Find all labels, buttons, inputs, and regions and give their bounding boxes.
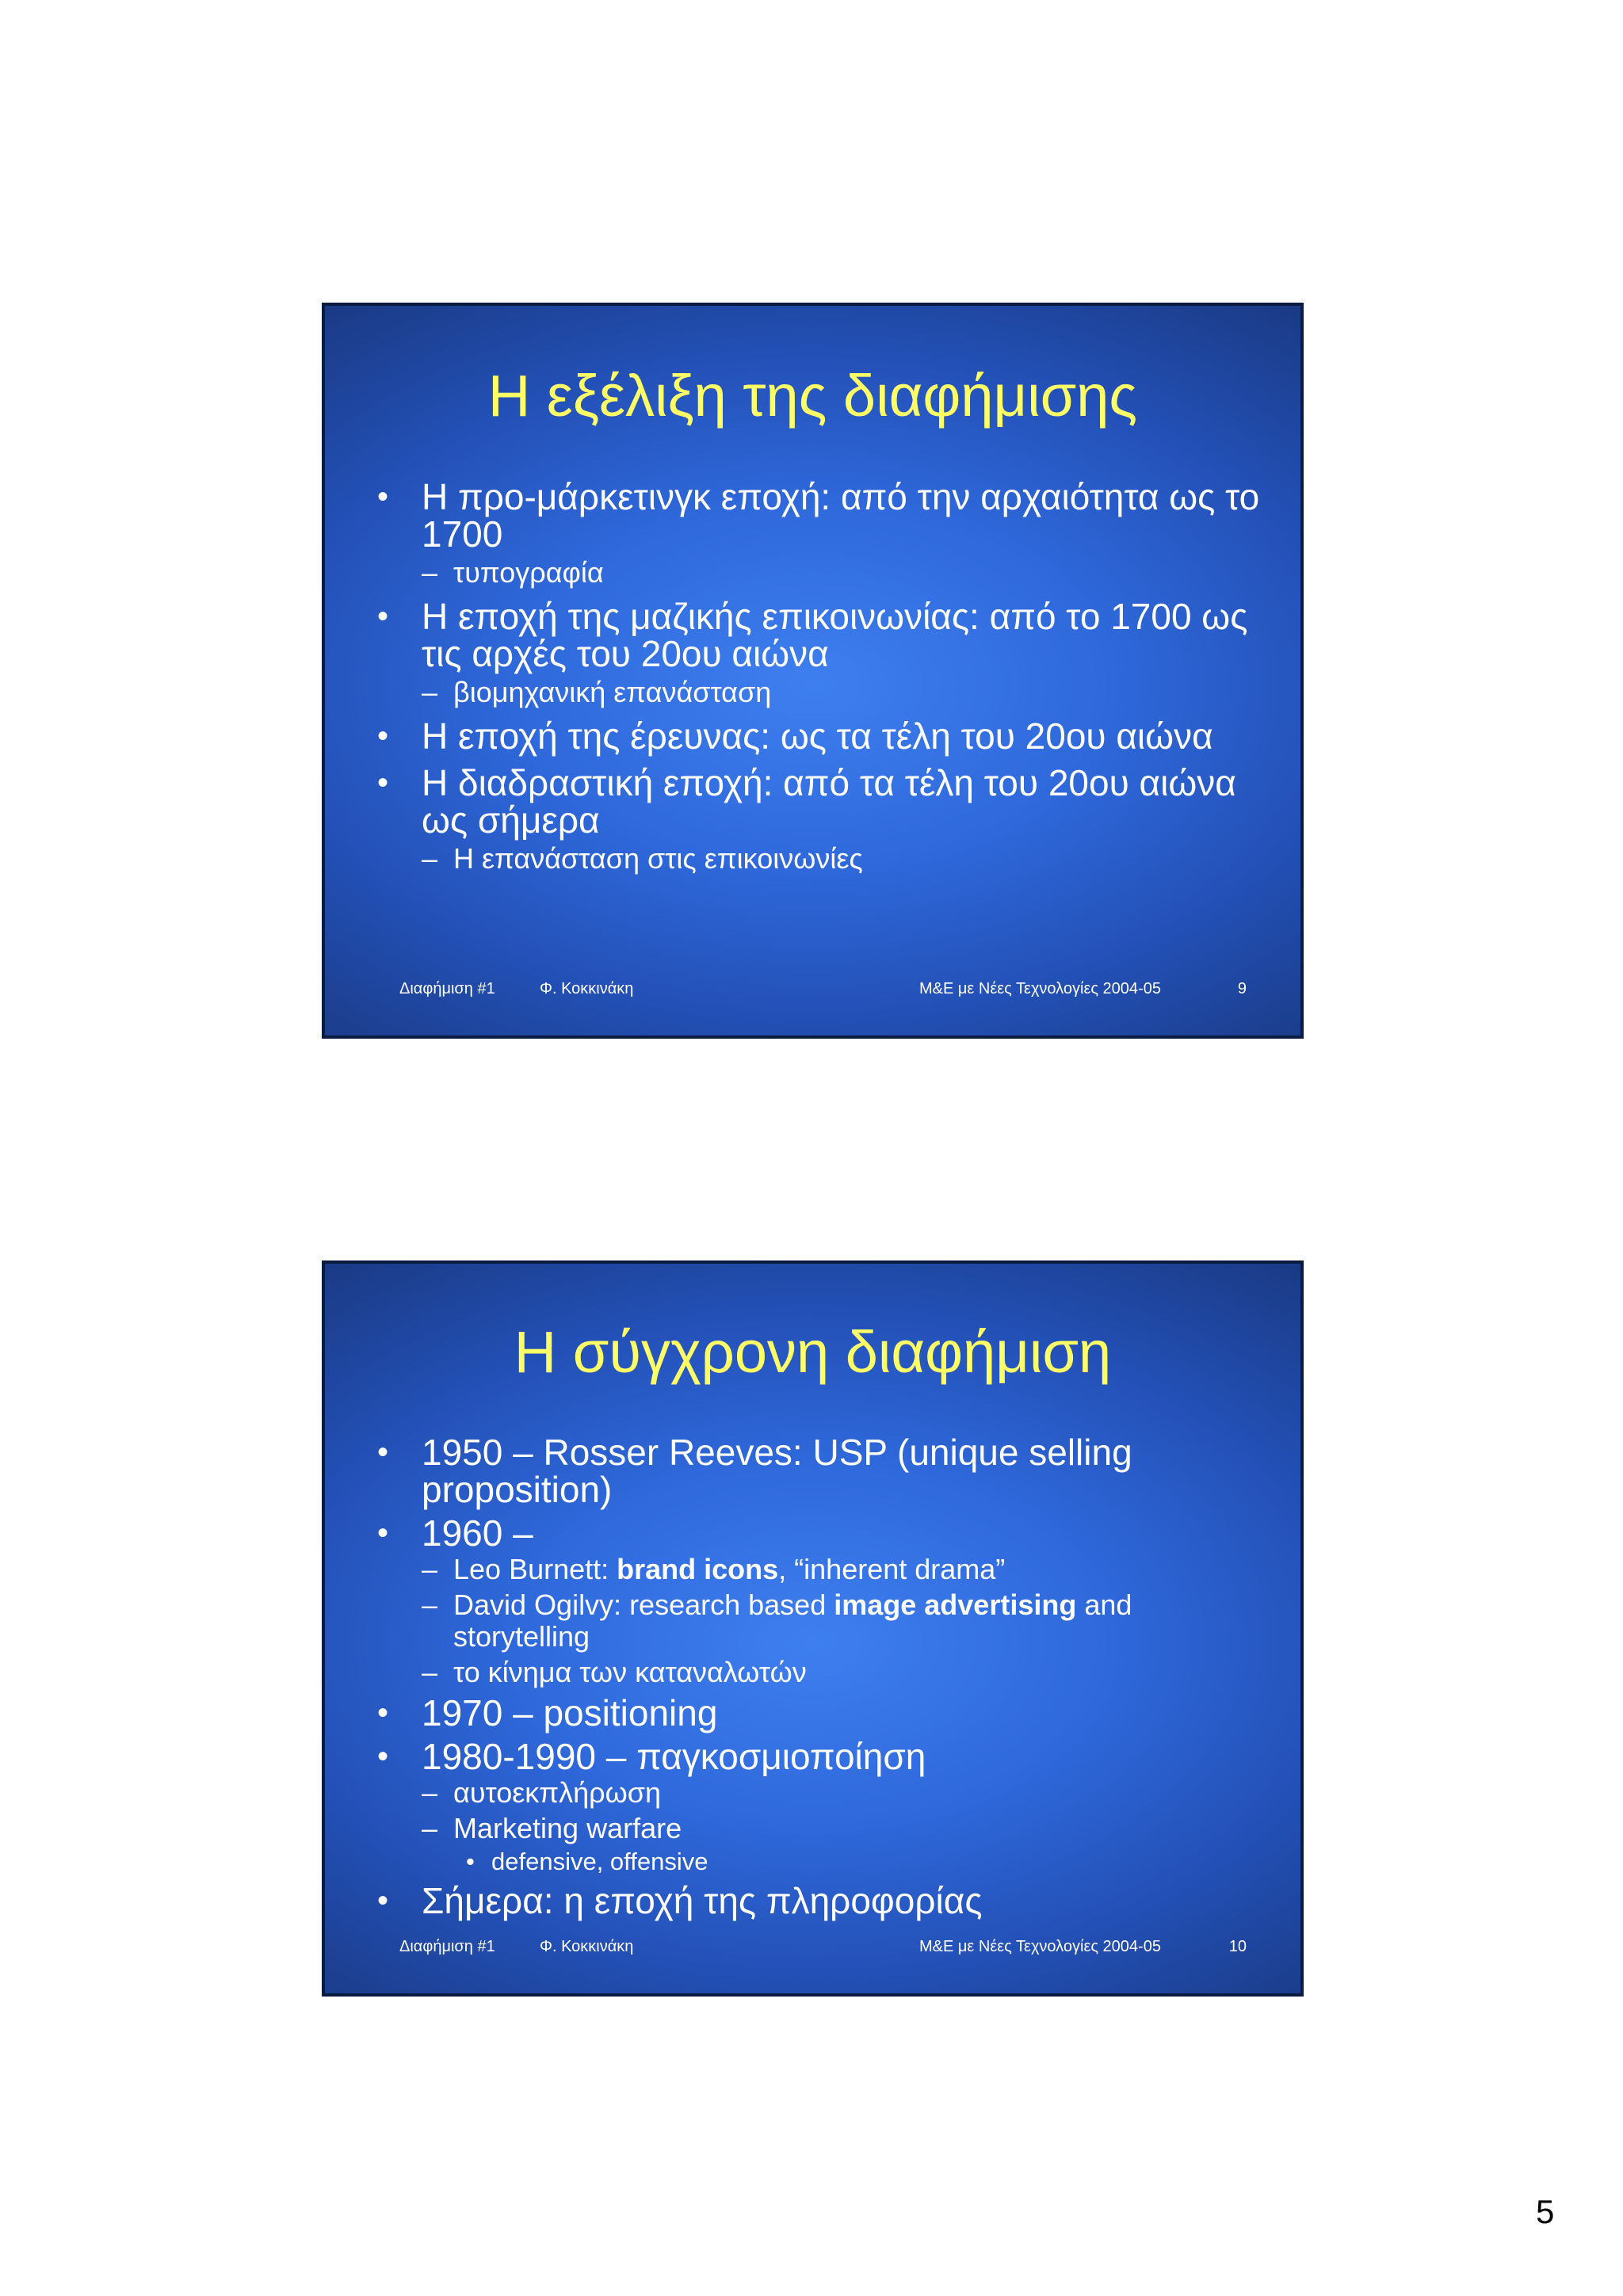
sub-item-text: τυπογραφία [453, 556, 604, 589]
list-item [377, 1512, 1269, 1554]
dash-icon: – [422, 1589, 438, 1621]
bullet-icon: • [377, 1435, 389, 1470]
bullet-text: 1960 – [422, 1512, 533, 1554]
dash-icon: – [422, 676, 438, 708]
page-number: 5 [1536, 2193, 1555, 2230]
list-item [377, 715, 1269, 757]
bullet-icon: • [377, 1516, 389, 1550]
bullet-text: Η εποχή της έρευνας: ως τα τέλη του 20ου αιώνα [422, 715, 1213, 757]
sub-item-text: Η επανάσταση στις επικοινωνίες [453, 842, 863, 875]
sub-list-item [422, 1589, 1269, 1653]
sub-list-item [422, 1554, 1269, 1585]
sub-list-item [422, 843, 1269, 875]
bullet-icon: • [377, 599, 389, 634]
sub-item-text-pre: David Ogilvy: research based [453, 1589, 834, 1621]
list-item [377, 1738, 1269, 1775]
bullet-text: Η προ-μάρκετινγκ εποχή: από την αρχαιότητα ως το 1700 [422, 476, 1260, 555]
sub-item-text-post: , “inherent drama” [778, 1553, 1006, 1585]
sub-list-item [422, 557, 1269, 589]
bullet-icon: • [377, 1695, 389, 1730]
list-item [377, 762, 1269, 841]
sub-item-text-bold: image advertising [834, 1589, 1077, 1621]
dash-icon: – [422, 842, 438, 875]
sub-item-text-pre: Leo Burnett: [453, 1553, 617, 1585]
sub-item-text: αυτοεκπλήρωση [453, 1776, 661, 1809]
slide-evolution-of-advertising [322, 303, 1304, 1039]
bullet-icon: • [377, 765, 389, 800]
sub-item-text-bold: brand icons [617, 1553, 779, 1585]
sub-sub-item-text: defensive, offensive [491, 1848, 708, 1875]
footer-author: Φ. Κοκκινάκη [540, 1938, 634, 1955]
bullet-text: 1980-1990 – παγκοσμιοποίηση [422, 1736, 926, 1777]
footer-course: Διαφήμιση #1 [399, 980, 495, 997]
slide-title: Η σύγχρονη διαφήμιση [514, 1319, 1112, 1385]
list-item [377, 476, 1269, 555]
bullet-text: 1970 – positioning [422, 1692, 718, 1733]
dash-icon: – [422, 1553, 438, 1585]
slide-footer [325, 980, 1300, 1004]
slide-content [377, 476, 1269, 875]
list-item [377, 1882, 1269, 1920]
sub-item-text-post: and storytelling [453, 1589, 1132, 1653]
sub-item-text: Marketing warfare [453, 1812, 682, 1844]
sub-list-item [422, 1813, 1269, 1844]
sub-list-item [422, 1657, 1269, 1688]
bullet-text: Σήμερα: η εποχή της πληροφορίας [422, 1880, 983, 1921]
sub-list-item [422, 677, 1269, 708]
bullet-icon: • [377, 719, 389, 753]
dash-icon: – [422, 1656, 438, 1688]
slide-footer [325, 1938, 1300, 1962]
bullet-icon: • [377, 479, 389, 514]
bullet-text: Η εποχή της μαζικής επικοινωνίας: από το 1700 ως τις αρχές του 20ου αιώνα [422, 596, 1248, 674]
list-item [377, 1692, 1269, 1733]
dash-icon: – [422, 1812, 438, 1844]
bullet-icon: • [377, 1883, 389, 1918]
dash-icon: – [422, 1776, 438, 1809]
footer-slide-number: 9 [1237, 980, 1247, 997]
list-item [377, 598, 1269, 673]
footer-course: Διαφήμιση #1 [399, 1938, 495, 1955]
bullet-text: Η διαδραστική εποχή: από τα τέλη του 20ου αιώνα ως σήμερα [422, 762, 1236, 841]
bullet-icon: • [466, 1848, 475, 1875]
footer-slide-number: 10 [1228, 1938, 1247, 1955]
list-item [377, 1434, 1269, 1508]
sub-sub-list-item [466, 1846, 1269, 1878]
dash-icon: – [422, 556, 438, 589]
bullet-icon: • [377, 1739, 389, 1774]
sub-list-item [422, 1777, 1269, 1809]
sub-item-text: βιομηχανική επανάσταση [453, 676, 772, 708]
slide-title: Η εξέλιξη της διαφήμισης [487, 363, 1138, 429]
footer-subject: Μ&Ε με Νέες Τεχνολογίες 2004-05 [919, 1938, 1161, 1955]
bullet-text: 1950 – Rosser Reeves: USP (unique selling proposition) [422, 1432, 1132, 1510]
sub-item-text: το κίνημα των καταναλωτών [453, 1656, 807, 1688]
footer-author: Φ. Κοκκινάκη [540, 980, 634, 997]
slide-content [377, 1434, 1269, 1920]
slide-modern-advertising [322, 1261, 1304, 1997]
footer-subject: Μ&Ε με Νέες Τεχνολογίες 2004-05 [919, 980, 1161, 997]
